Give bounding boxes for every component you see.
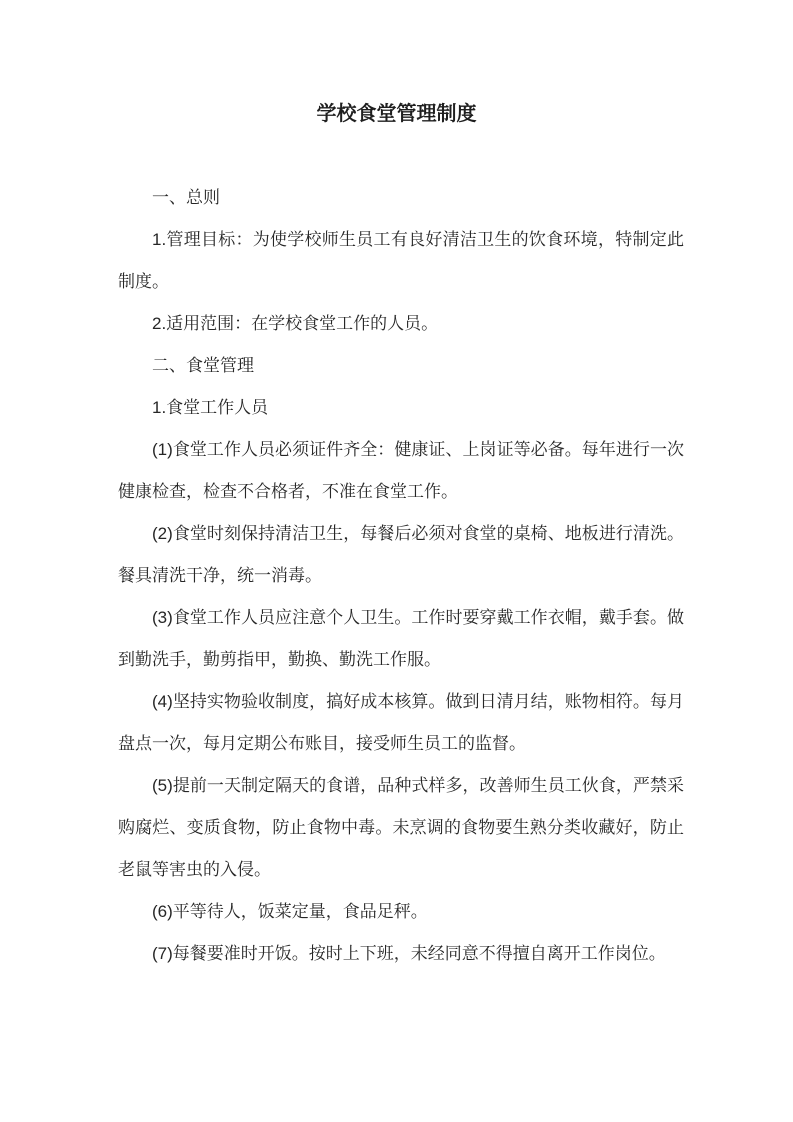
document-paragraph: 2.适用范围：在学校食堂工作的人员。 <box>152 314 439 333</box>
document-body <box>118 177 684 975</box>
document-paragraph: (3)食堂工作人员应注意个人卫生。工作时要穿戴工作衣帽，戴手套。做到勤洗手，勤剪指甲，勤换、勤洗工作服。 <box>118 608 684 669</box>
document-title: 学校食堂管理制度 <box>316 103 477 125</box>
document-paragraph: (2)食堂时刻保持清洁卫生，每餐后必须对食堂的桌椅、地板进行清洗。餐具清洗干净，统一消毒。 <box>118 524 684 585</box>
document-paragraph: (4)坚持实物验收制度，搞好成本核算。做到日清月结，账物相符。每月盘点一次，每月定期公布账目，接受师生员工的监督。 <box>118 692 684 753</box>
document-paragraph: 一、总则 <box>152 188 220 207</box>
document-paragraph: 1.管理目标：为使学校师生员工有良好清洁卫生的饮食环境，特制定此制度。 <box>118 230 684 291</box>
document-paragraph: 1.食堂工作人员 <box>152 398 269 417</box>
document-paragraph: (6)平等待人，饭菜定量，食品足秤。 <box>152 902 428 921</box>
document-paragraph: 二、食堂管理 <box>152 356 254 375</box>
document-paragraph: (7)每餐要准时开饭。按时上下班，未经同意不得擅自离开工作岗位。 <box>152 944 666 963</box>
document-paragraph: (5)提前一天制定隔天的食谱，品种式样多，改善师生员工伙食，严禁采购腐烂、变质食物，防止食物中毒。未烹调的食物要生熟分类收藏好，防止老鼠等害虫的入侵。 <box>118 776 684 879</box>
document-paragraph: (1)食堂工作人员必须证件齐全：健康证、上岗证等必备。每年进行一次健康检查，检查不合格者，不准在食堂工作。 <box>118 440 684 501</box>
